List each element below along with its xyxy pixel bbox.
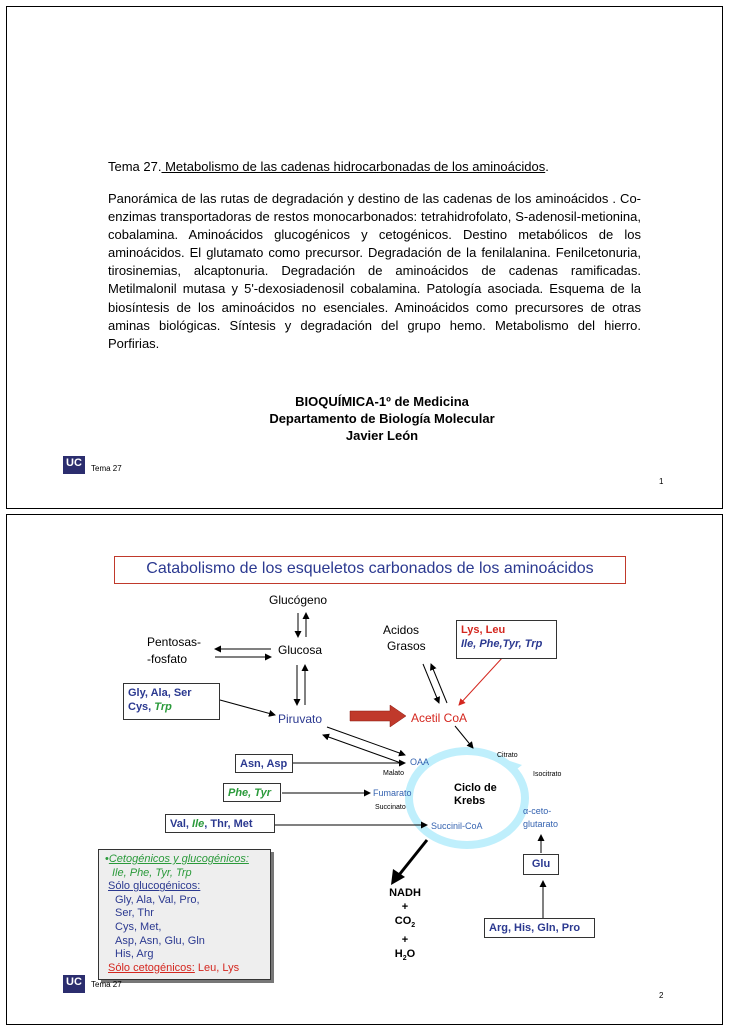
label-akg-1: α-ceto- [523,806,552,816]
arrow-acidos-acetil [423,664,439,703]
box-val-ile [165,814,275,833]
label-akg-2: glutarato [523,819,559,829]
page-number-2: 2 [659,991,664,1000]
lysleu-line2: Ile, Phe,Tyr, Trp [461,638,543,650]
label-acidos-2: Grasos [387,639,426,653]
uc-logo-2 [63,975,85,993]
author: Javier León [345,428,419,443]
legend-bullet: • [105,853,109,865]
legend-glucog-l5: His, Arg [115,948,154,961]
label-oaa: OAA [410,757,430,767]
label-ciclo-2: Krebs [454,795,486,807]
arrow-piruvato-acetilcoa [350,705,406,727]
label-succinato: Succinato [375,804,406,811]
label-fumarato: Fumarato [373,788,412,798]
arrow-acetil-acidos [431,664,447,703]
co2-sub: 2 [411,922,416,930]
course: BIOQUÍMICA-1º de Medicina [295,394,469,409]
glyala-line2b: Trp [154,701,172,713]
slide-1 [6,6,723,509]
legend-ceto: Sólo cetogénicos: [108,961,195,974]
label-ciclo-1: Ciclo de [454,782,497,794]
title-underlined: Metabolismo de las cadenas hidrocarbonadas de los aminoácidos [161,159,546,174]
legend-box [98,849,271,980]
uc-logo [63,456,85,474]
plus-2: + [401,934,409,947]
title-suffix: . [545,159,549,174]
label-glucosa: Glucosa [278,643,323,657]
plus-1: + [401,901,409,913]
label-acetil-coa: Acetil CoA [411,711,468,725]
legend-glucog-l2: Ser, Thr [115,907,154,920]
title-prefix: Tema 27. [108,159,162,174]
label-pentosas-2: -fosfato [147,652,188,666]
label-pentosas-1: Pentosas- [147,635,202,649]
box-asn-asp: Asn, Asp [235,754,293,773]
h: H [394,948,403,961]
box-gly-ala [123,683,220,720]
glyala-line1: Gly, Ala, Ser [128,687,192,699]
label-acidos-1: Acidos [383,623,420,637]
slide-2 [6,514,723,1025]
legend-glucog-l4: Asp, Asn, Glu, Gln [115,934,205,947]
footer-label: Tema 27 [91,464,122,473]
label-malato: Malato [383,770,405,777]
h2o-sub: 2 [402,955,407,963]
box-lys-leu [456,620,557,659]
val-a: Val, [170,818,193,830]
arrow-lysleu-acetil [459,657,503,705]
co: CO [394,915,412,927]
footer-label-2: Tema 27 [91,980,122,989]
val-b: Ile [192,818,205,830]
box-glu: Glu [523,854,559,875]
label-citrato: Citrato [497,752,518,759]
box-phe-tyr: Phe, Tyr [223,783,281,802]
label-succinil-coa: Succinil-CoA [431,821,483,831]
label-piruvato: Piruvato [278,712,323,726]
slide2-title: Catabolismo de los esqueletos carbonados de los aminoácidos [114,556,626,584]
glyala-line2a: Cys, [128,701,155,713]
val-c: , Thr, Met [204,818,253,830]
slide1-title [108,158,628,176]
box-arg-his: Arg, His, Gln, Pro [484,918,595,938]
label-isocitrato: Isocitrato [533,771,562,778]
nadh-products [385,886,425,966]
label-glucogeno: Glucógeno [269,593,328,607]
legend-cetoglu: Cetogénicos y glucogénicos: [108,853,249,865]
slide1-paragraph: Panorámica de las rutas de degradación y destino de las cadenas de los aminoácidos . Co-enzimas transportadoras de restos monocarbonados: tetrahidrofolato, S-adenosil-metionina, cobalamina. Aminoácidos glucogénicos y cetogénicos. Destino metabólicos de los aminoácidos. El glutamato como precursor. Degradación de la fenilalanina. Fenilcetonuria, tirosinemias, alcaptonuria. Degradación de aminoácidos de cadenas ramificadas. Metilmalonil mutasa y 5'-dexosiadenosil cobalamina. Patología asociada. Esquema de la biosíntesis de los aminoácidos no esenciales. Aminoácidos como precursores de otras aminas biológicas. Síntesis y degradación del grupo hemo. Metabolismo del hierro. Porfirias. [108,191,641,351]
legend-glucog-l1: Gly, Ala, Val, Pro, [115,893,200,906]
page-number: 1 [659,477,664,486]
logo-text-2: UC [66,976,82,988]
department: Departamento de Biología Molecular [269,411,495,426]
lysleu-line1: Lys, Leu [461,624,506,636]
legend-cetoglu-list: Ile, Phe, Tyr, Trp [112,866,192,879]
o: O [406,948,416,961]
legend-ceto-list: Leu, Lys [197,961,240,974]
logo-text: UC [66,457,82,469]
nadh: NADH [389,887,421,899]
legend-glucog: Sólo glucogénicos: [108,880,201,893]
legend-glucog-l3: Cys, Met, [115,920,162,933]
arrow-gly-piruvato [220,700,275,715]
arrow-cycle-nadh [399,840,427,875]
arrow-acetil-cycle [455,726,473,748]
